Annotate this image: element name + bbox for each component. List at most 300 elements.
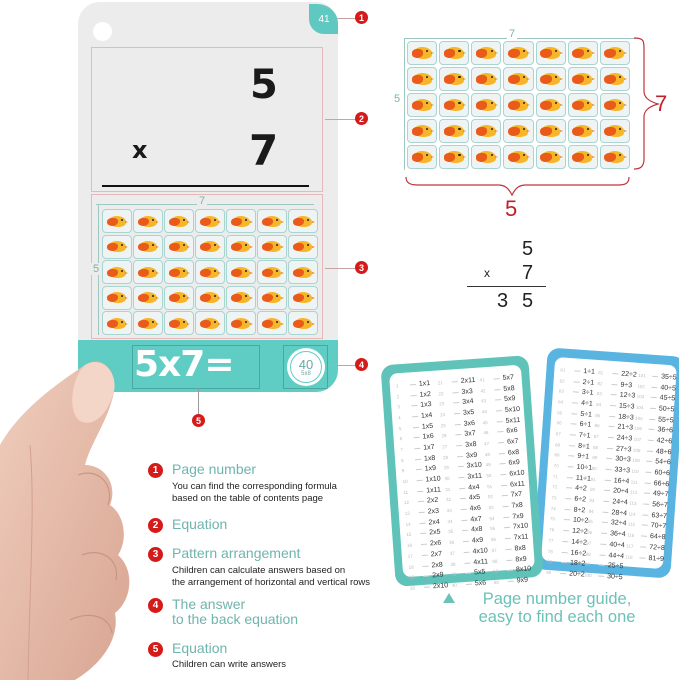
entry-dash xyxy=(501,485,507,486)
entry-dash xyxy=(499,453,505,454)
pattern-cell xyxy=(164,286,194,310)
entry-page-number: 114 xyxy=(628,511,636,517)
legend-desc-5-line-1: Children can write answers xyxy=(172,659,287,670)
pattern-cell xyxy=(288,311,318,335)
entry-formula: 12÷2 xyxy=(571,527,588,536)
entry-dash xyxy=(604,490,610,491)
entry-formula: 64÷8 xyxy=(649,533,666,542)
entry-formula: 1x3 xyxy=(420,401,432,409)
entry-dash xyxy=(574,381,580,382)
entry-dash xyxy=(573,392,579,393)
entry-page-number: 46 xyxy=(483,430,489,436)
entry-page-number: 88 xyxy=(592,444,599,450)
entry-page-number: 34 xyxy=(447,518,453,524)
entry-formula: 1x1 xyxy=(418,379,431,388)
entry-dash xyxy=(411,405,417,406)
entry-page-number: 29 xyxy=(443,465,449,471)
brace-bottom-label: 5 xyxy=(505,196,518,221)
pattern-cell xyxy=(288,286,318,310)
entry-page-number: 70 xyxy=(553,463,559,469)
entry-formula: 72÷8 xyxy=(648,543,665,552)
entry-formula: 1x11 xyxy=(426,486,442,495)
entry-formula: 50÷5 xyxy=(658,405,675,414)
bird-icon xyxy=(168,291,190,304)
bird-icon xyxy=(106,317,128,330)
bird-icon xyxy=(168,215,190,228)
entry-page-number: 53 xyxy=(488,504,494,511)
entry-page-number: 42 xyxy=(480,387,486,394)
entry-formula: 1x7 xyxy=(423,443,435,452)
brace-lines xyxy=(400,35,670,225)
entry-dash xyxy=(571,413,577,414)
entry-page-number: 107 xyxy=(633,436,642,443)
entry-page-number: 69 xyxy=(554,452,560,458)
entry-page-number: 51 xyxy=(486,483,493,489)
entry-formula: 7x10 xyxy=(512,522,529,532)
entry-page-number: 94 xyxy=(588,508,594,514)
entry-page-number: 37 xyxy=(449,550,455,556)
entry-page-number: 110 xyxy=(631,468,639,475)
entry-page-number: 66 xyxy=(556,420,562,426)
entry-page-number: 17 xyxy=(407,553,413,559)
entry-page-number: 68 xyxy=(554,441,561,448)
bird-icon xyxy=(261,317,283,330)
entry-page-number: 89 xyxy=(592,455,598,461)
entry-dash xyxy=(568,466,574,467)
legend-title-2: Equation xyxy=(172,516,228,532)
entry-dash xyxy=(422,554,428,555)
entry-page-number: 84 xyxy=(595,401,602,408)
entry-dash xyxy=(504,527,510,528)
entry-page-number: 67 xyxy=(555,431,562,437)
callout-line-1 xyxy=(337,18,355,19)
pattern-cell xyxy=(133,235,163,259)
entry-page-number: 47 xyxy=(483,441,490,447)
entry-dash xyxy=(571,424,577,425)
entry-dash xyxy=(410,384,416,385)
callout-badge-4: 4 xyxy=(355,358,368,371)
entry-page-number: 96 xyxy=(586,529,593,536)
vm-top: 5 xyxy=(522,238,534,260)
entry-page-number: 72 xyxy=(552,484,558,490)
entry-formula: 70÷7 xyxy=(650,522,667,531)
table-entry xyxy=(546,567,585,580)
entry-page-number: 11 xyxy=(403,489,409,495)
legend-badge-2: 2 xyxy=(148,518,163,533)
entry-page-number: 79 xyxy=(546,559,553,565)
entry-formula: 4x9 xyxy=(471,536,484,545)
entry-page-number: 82 xyxy=(597,380,603,386)
table-entry xyxy=(410,580,449,593)
entry-page-number: 41 xyxy=(479,377,485,383)
entry-formula: 4x4 xyxy=(467,483,480,492)
row-count-label: 5 xyxy=(93,263,100,275)
entry-page-number: 90 xyxy=(591,465,597,472)
entry-dash xyxy=(417,490,423,491)
entry-page-number: 100 xyxy=(583,572,592,578)
entry-formula: 35÷5 xyxy=(660,373,677,382)
entry-formula: 9÷3 xyxy=(620,381,633,389)
entry-page-number: 45 xyxy=(482,419,488,426)
entry-dash xyxy=(454,413,460,414)
entry-formula: 3x6 xyxy=(463,419,476,428)
entry-formula: 28÷4 xyxy=(611,509,628,518)
entry-dash xyxy=(463,541,469,542)
entry-dash xyxy=(651,386,657,387)
bird-icon xyxy=(106,266,128,279)
legend-desc-3-line-2: the arrangement of horizontal and vertical rows xyxy=(172,577,371,588)
pattern-cell xyxy=(288,260,318,284)
entry-dash xyxy=(563,530,569,531)
entry-page-number: 74 xyxy=(550,505,556,512)
entry-formula: 11÷1 xyxy=(575,474,592,483)
entry-formula: 7x9 xyxy=(512,512,524,521)
entry-formula: 9x9 xyxy=(516,576,529,585)
pattern-cell xyxy=(102,260,132,284)
pattern-cell xyxy=(257,260,287,284)
entry-page-number: 109 xyxy=(632,457,640,464)
entry-formula: 2x10 xyxy=(432,582,449,591)
legend-title-5: Equation xyxy=(172,640,228,656)
entry-dash xyxy=(651,397,657,398)
entry-formula: 5x11 xyxy=(505,416,521,425)
entry-dash xyxy=(600,554,606,555)
entry-formula: 5÷1 xyxy=(580,410,593,419)
callout-line-5 xyxy=(198,388,199,414)
entry-dash xyxy=(464,552,470,553)
entry-formula: 14÷2 xyxy=(571,538,588,547)
entry-dash xyxy=(413,426,419,427)
entry-page-number: 49 xyxy=(485,462,491,468)
entry-formula: 18÷2 xyxy=(569,559,586,568)
entry-formula: 2÷1 xyxy=(582,378,595,387)
legend-title-4-line-2: to the back equation xyxy=(172,611,299,627)
entry-dash xyxy=(609,415,615,416)
entry-formula: 1x6 xyxy=(422,433,435,441)
entry-formula: 3x10 xyxy=(466,461,483,470)
pattern-cell xyxy=(257,311,287,335)
pattern-cell xyxy=(257,235,287,259)
pattern-cell xyxy=(164,260,194,284)
bird-icon xyxy=(292,215,314,228)
entry-dash xyxy=(411,395,417,396)
entry-dash xyxy=(603,501,609,502)
entry-dash xyxy=(461,509,467,510)
entry-formula: 15÷3 xyxy=(618,402,635,411)
back-answer-value: 40 xyxy=(298,356,314,372)
division-table-card xyxy=(532,347,679,582)
entry-dash xyxy=(494,378,500,379)
entry-page-number: 92 xyxy=(589,487,596,493)
entry-formula: 24÷4 xyxy=(612,498,629,507)
entry-page-number: 95 xyxy=(587,519,594,525)
pattern-cell xyxy=(133,311,163,335)
callout-badge-2: 2 xyxy=(355,112,368,125)
entry-dash xyxy=(639,557,645,558)
entry-dash xyxy=(566,487,572,488)
entry-dash xyxy=(647,450,653,451)
entry-formula: 12÷3 xyxy=(619,391,636,400)
entry-dash xyxy=(599,565,605,566)
entry-page-number: 40 xyxy=(451,582,458,588)
entry-page-number: 85 xyxy=(595,412,601,418)
column-count-label: 7 xyxy=(199,195,206,207)
entry-dash xyxy=(465,573,471,574)
entry-formula: 3x7 xyxy=(464,430,476,439)
entry-formula: 2x6 xyxy=(429,539,442,548)
hand-image xyxy=(0,355,150,680)
entry-dash xyxy=(642,525,648,526)
entry-formula: 4x8 xyxy=(470,526,483,534)
entry-formula: 16÷4 xyxy=(613,477,630,486)
entry-formula: 1x10 xyxy=(425,475,441,484)
bird-icon xyxy=(137,215,159,228)
entry-formula: 5x6 xyxy=(474,579,487,588)
bird-icon xyxy=(261,266,283,279)
entry-page-number: 25 xyxy=(440,422,446,428)
entry-dash xyxy=(561,562,567,563)
multiplication-table-card xyxy=(380,355,543,591)
entry-page-number: 9 xyxy=(401,468,405,474)
entry-formula: 25÷5 xyxy=(607,562,624,571)
equation-bottom-number: 7 xyxy=(249,126,279,175)
entry-dash xyxy=(460,498,466,499)
entry-dash xyxy=(598,575,604,576)
entry-page-number: 38 xyxy=(450,561,456,567)
pattern-cell xyxy=(133,209,163,233)
pattern-cell xyxy=(164,235,194,259)
entry-page-number: 80 xyxy=(546,569,552,576)
entry-formula: 4x5 xyxy=(468,494,481,502)
entry-page-number: 3 xyxy=(397,404,401,410)
division-table-card-inner xyxy=(541,357,677,582)
bird-icon xyxy=(199,266,221,279)
entry-formula: 4x10 xyxy=(472,547,489,556)
entry-dash xyxy=(567,477,573,478)
page-number-badge: 41 xyxy=(309,4,338,34)
entry-dash xyxy=(645,472,651,473)
entry-page-number: 113 xyxy=(629,500,637,507)
pattern-cell xyxy=(195,286,225,310)
entry-formula: 54÷6 xyxy=(654,458,671,467)
entry-dash xyxy=(415,458,421,459)
vm-bottom: 7 xyxy=(522,262,534,284)
entry-formula: 7x8 xyxy=(511,501,524,510)
entry-dash xyxy=(507,570,513,571)
pattern-cell xyxy=(257,209,287,233)
entry-page-number: 19 xyxy=(409,574,415,581)
entry-dash xyxy=(455,434,461,435)
entry-dash xyxy=(640,546,646,547)
entry-dash xyxy=(648,440,654,441)
pattern-cell xyxy=(164,209,194,233)
entry-dash xyxy=(452,392,458,393)
entry-dash xyxy=(458,466,464,467)
bird-icon xyxy=(137,240,159,253)
entry-page-number: 2 xyxy=(396,393,400,399)
pattern-cell xyxy=(195,311,225,335)
entry-dash xyxy=(500,474,506,475)
entry-page-number: 71 xyxy=(552,473,559,480)
legend-title-4: The answer xyxy=(172,596,246,612)
back-answer-equation: 5x8 xyxy=(301,370,311,377)
bird-icon xyxy=(261,215,283,228)
entry-page-number: 81 xyxy=(598,369,604,376)
pattern-cell xyxy=(195,209,225,233)
entry-dash xyxy=(608,426,614,427)
bird-icon xyxy=(106,215,128,228)
entry-dash xyxy=(601,533,607,534)
entry-page-number: 77 xyxy=(548,537,554,544)
entry-dash xyxy=(606,458,612,459)
entry-page-number: 117 xyxy=(626,543,634,549)
entry-page-number: 104 xyxy=(635,404,644,411)
right-column-count-label: 7 xyxy=(509,28,516,40)
entry-dash xyxy=(602,522,608,523)
entry-formula: 8x8 xyxy=(514,544,527,553)
entry-dash xyxy=(414,448,420,449)
entry-formula: 3x11 xyxy=(467,472,483,481)
entry-page-number: 15 xyxy=(406,532,412,538)
entry-page-number: 57 xyxy=(491,547,497,553)
entry-page-number: 108 xyxy=(632,447,641,453)
entry-formula: 1x9 xyxy=(424,465,437,473)
vm-result-ones: 5 xyxy=(522,290,534,312)
entry-page-number: 28 xyxy=(442,454,449,460)
entry-page-number: 112 xyxy=(629,489,638,496)
entry-dash xyxy=(461,520,467,521)
entry-dash xyxy=(572,402,578,403)
entry-dash xyxy=(565,498,571,499)
entry-formula: 6x6 xyxy=(506,427,518,436)
entry-formula: 6x9 xyxy=(508,459,521,468)
bird-icon xyxy=(199,317,221,330)
entry-formula: 22÷2 xyxy=(620,370,637,379)
entry-formula: 9÷1 xyxy=(577,453,590,461)
entry-dash xyxy=(610,405,616,406)
entry-dash xyxy=(605,479,611,480)
entry-page-number: 55 xyxy=(489,526,496,532)
bird-icon xyxy=(168,266,190,279)
legend-desc-1-line-1: You can find the corresponding formula xyxy=(172,481,337,492)
entry-dash xyxy=(498,442,504,443)
bird-icon xyxy=(292,317,314,330)
entry-formula: 2x2 xyxy=(426,497,439,505)
entry-formula: 42÷6 xyxy=(656,437,673,446)
entry-page-number: 63 xyxy=(558,388,565,394)
entry-page-number: 33 xyxy=(446,507,452,514)
entry-formula: 5x7 xyxy=(502,374,515,382)
pattern-cell xyxy=(164,311,194,335)
bird-grid xyxy=(102,209,318,335)
guide-line-1: Page number guide, xyxy=(482,590,632,608)
entry-formula: 30÷3 xyxy=(615,455,632,464)
vm-operator: x xyxy=(484,266,490,280)
entry-page-number: 26 xyxy=(441,433,447,439)
entry-dash xyxy=(464,562,470,563)
entry-formula: 7x11 xyxy=(513,533,529,542)
entry-page-number: 73 xyxy=(551,495,557,501)
bird-icon xyxy=(137,317,159,330)
card-hole xyxy=(93,22,112,41)
entry-dash xyxy=(652,376,658,377)
brace-right-label: 7 xyxy=(655,91,668,116)
callout-line-3 xyxy=(325,268,355,269)
entry-dash xyxy=(459,488,465,489)
entry-dash xyxy=(505,538,511,539)
entry-page-number: 105 xyxy=(635,415,643,421)
bird-icon xyxy=(230,317,252,330)
entry-dash xyxy=(455,424,461,425)
entry-page-number: 115 xyxy=(627,521,636,528)
entry-formula: 48÷6 xyxy=(655,447,672,456)
entry-page-number: 106 xyxy=(634,425,643,432)
entry-page-number: 61 xyxy=(560,367,566,373)
entry-page-number: 52 xyxy=(487,494,494,500)
entry-formula: 7÷1 xyxy=(578,431,591,440)
entry-formula: 49÷7 xyxy=(652,490,669,499)
entry-page-number: 50 xyxy=(486,472,492,479)
entry-dash xyxy=(560,573,566,574)
entry-dash xyxy=(466,583,472,584)
bird-icon xyxy=(199,215,221,228)
flash-card xyxy=(78,2,338,392)
bird-icon xyxy=(137,266,159,279)
entry-dash xyxy=(648,429,654,430)
entry-dash xyxy=(503,506,509,507)
entry-page-number: 65 xyxy=(557,409,563,416)
pattern-cell xyxy=(226,286,256,310)
entry-dash xyxy=(642,514,648,515)
pattern-cell xyxy=(102,286,132,310)
pattern-cell xyxy=(226,209,256,233)
callout-line-2 xyxy=(325,119,355,120)
entry-page-number: 98 xyxy=(585,551,591,557)
entry-dash xyxy=(643,504,649,505)
entry-formula: 8x9 xyxy=(515,555,527,564)
entry-page-number: 62 xyxy=(559,377,565,384)
pattern-cell xyxy=(288,209,318,233)
entry-formula: 3x4 xyxy=(461,398,474,407)
entry-page-number: 14 xyxy=(405,521,411,527)
entry-page-number: 48 xyxy=(484,451,491,458)
bird-icon xyxy=(230,240,252,253)
entry-dash xyxy=(495,399,501,400)
entry-page-number: 8 xyxy=(400,457,404,463)
legend-title-3: Pattern arrangement xyxy=(172,545,301,561)
entry-dash xyxy=(456,445,462,446)
pattern-cell xyxy=(226,260,256,284)
entry-formula: 32÷4 xyxy=(610,519,627,528)
entry-formula: 6x7 xyxy=(506,437,519,446)
entry-page-number: 1 xyxy=(395,383,399,389)
entry-page-number: 91 xyxy=(590,476,597,482)
legend-badge-1: 1 xyxy=(148,463,163,478)
entry-dash xyxy=(458,477,464,478)
pattern-cell xyxy=(102,311,132,335)
entry-page-number: 97 xyxy=(586,540,592,546)
entry-formula: 3x3 xyxy=(461,387,473,396)
callout-badge-5: 5 xyxy=(192,414,205,427)
bird-icon xyxy=(168,317,190,330)
legend-desc-1-line-2: based on the table of contents page xyxy=(172,493,324,504)
entry-formula: 1x4 xyxy=(420,411,433,420)
entry-formula: 3x9 xyxy=(465,451,478,460)
legend-badge-4: 4 xyxy=(148,598,163,613)
entry-formula: 8÷2 xyxy=(573,506,586,515)
entry-page-number: 16 xyxy=(406,542,413,549)
entry-formula: 66÷6 xyxy=(653,479,670,488)
